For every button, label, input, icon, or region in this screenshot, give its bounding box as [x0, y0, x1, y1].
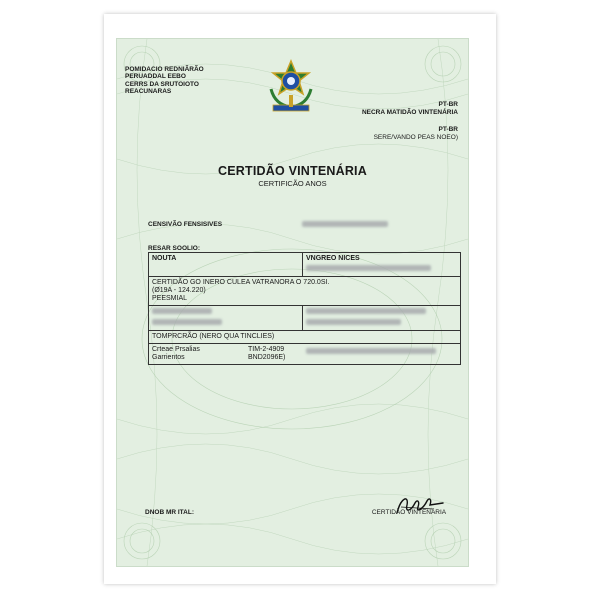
footer-label: DNOB MR ITAL: [145, 509, 194, 516]
description-line: PEESMIAL [152, 295, 188, 302]
table-header-cell [303, 253, 461, 277]
signature-caption: CERTIDÃO VINTENÁRIA [371, 509, 447, 516]
reference-line: Garrientos [152, 354, 185, 361]
redacted-value [152, 308, 212, 314]
signature-icon [387, 491, 449, 521]
issuer-line: POMIDACIO REDNIÃRÃO [125, 66, 204, 73]
reference-code [248, 346, 306, 362]
table-row [149, 277, 461, 306]
table-row [149, 331, 461, 344]
redacted-value [306, 265, 431, 271]
table-row [149, 344, 461, 365]
reference-line: Crteae Prsalias [152, 346, 200, 353]
issuer-line: PERUADDAL EEBO [125, 73, 186, 81]
table-header-label: VNGREO NICES [306, 255, 360, 262]
note-cell: TOMPRCRÃO (NERO QUA TINCLIES) [149, 331, 461, 344]
description-cell [149, 277, 461, 306]
issuer-line: REACUNARAS [125, 88, 172, 96]
reference-code-line: TIM-2-4909 [248, 346, 285, 353]
table-row [149, 306, 461, 331]
censivao-label: CENSIVÃO FENSISIVES [148, 221, 223, 228]
locale-code-2: PT-BR [438, 126, 458, 133]
redacted-value [152, 319, 222, 325]
resar-label: RESAR SOOLIO: [148, 245, 201, 252]
description-line: CERTIDÃO GO INERO CULEA VATRANORA O 720.0SI. [152, 279, 330, 286]
description-line: (Ø19A - 124.220) [152, 287, 206, 294]
reference-cell [149, 344, 461, 365]
record-table [148, 252, 461, 365]
document-type-label: NECRA MATIDÃO VINTENÁRIA [361, 109, 458, 116]
redacted-cell [303, 306, 461, 331]
table-row [149, 253, 461, 277]
document-sheet [104, 14, 496, 584]
table-header-cell: NOUTA [149, 253, 303, 277]
redacted-value [306, 308, 426, 314]
redacted-value [306, 348, 436, 354]
reference-code-line: BND2096E) [248, 354, 286, 361]
redacted-value [306, 319, 401, 325]
redacted-value [302, 221, 388, 227]
locale-code-1: PT-BR [438, 101, 458, 108]
document-title: CERTIDÃO VINTENÁRIA [218, 164, 367, 178]
service-label: SERE/VANDO PEAS NOEO) [373, 134, 458, 141]
coat-of-arms-icon [265, 59, 317, 115]
certificate-paper [116, 38, 469, 567]
document-subtitle: CERTIFICÃO ANOS [258, 179, 327, 188]
redacted-cell [149, 306, 303, 331]
issuer-line: CERRS DA SRUTOIOTO [125, 80, 199, 88]
reference-left [152, 346, 248, 362]
issuer-block [125, 66, 245, 96]
